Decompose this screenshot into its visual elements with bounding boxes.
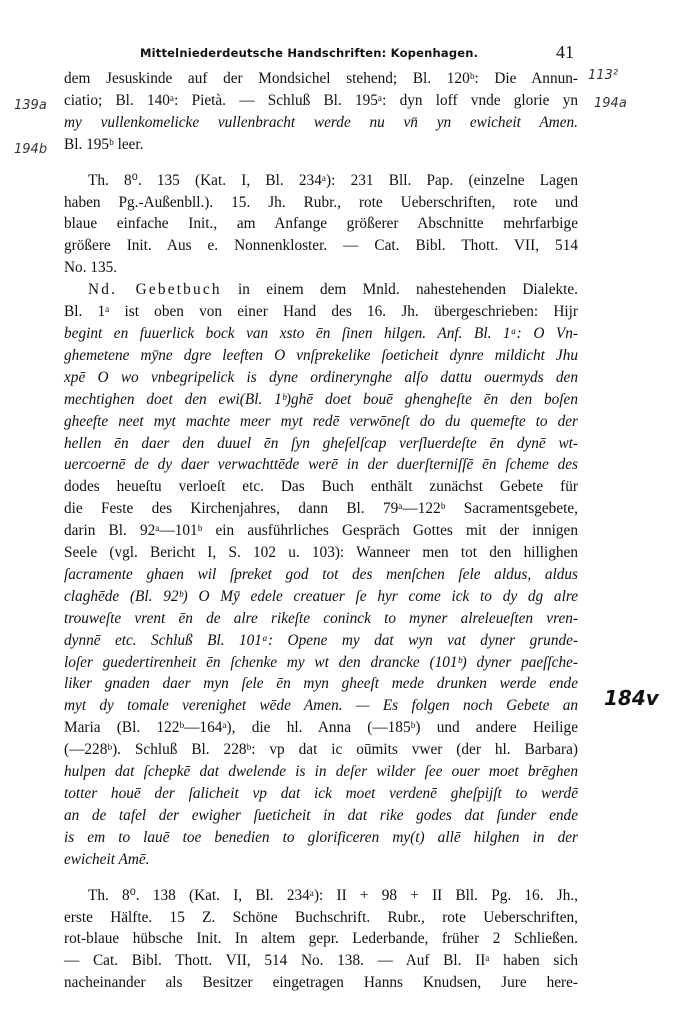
text-line: darin Bl. 92ᵃ—101ᵇ ein ausführliches Gespräch Gottes mit der innigen [64, 522, 578, 540]
text-line: erste Hälfte. 15 Z. Schöne Buchschrift. Rubr., rote Ueberschriften, [64, 908, 578, 926]
margin-note-left-2: 194b [14, 142, 48, 157]
paragraph-4 [64, 885, 578, 995]
text-line: haben Pg.-Außenbll.). 15. Jh. Rubr., rote Ueberschriften, rote und [64, 193, 578, 211]
text-line: myt dy tomale verenighet wēde Amen. — Es folgen noch Gebete an [64, 697, 578, 715]
text-line: größere Init. Aus e. Nonnenkloster. — Cat. Bibl. Thott. VII, 514 [64, 237, 578, 255]
text-line: — Cat. Bibl. Thott. VII, 514 No. 138. — Auf Bl. IIᵃ haben sich [64, 952, 578, 970]
text-line: trouweſte vrent ēn de alre rikeſte coninck to myner alreleueſten vren- [64, 609, 578, 627]
text-line: dynnē etc. Schluß Bl. 101ᵃ: Opene my dat wyn vat dyner grunde- [64, 631, 578, 649]
text-line: (—228ᵇ). Schluß Bl. 228ᵇ: vp dat ic oūmits vwer (der hl. Barbara) [64, 741, 578, 759]
text-line: Th. 8⁰. 135 (Kat. I, Bl. 234ᵃ): 231 Bll. Pap. (einzelne Lagen [88, 171, 578, 189]
text-line: totter houē der ſalicheit vp dat ick moet verdenē gheſpijſt to werdē [64, 785, 578, 802]
text-line: Bl. 1ᵃ ist oben von einer Hand des 16. Jh. übergeschrieben: Hijr [64, 303, 578, 321]
paragraph-3 [64, 279, 578, 870]
body-text [64, 68, 578, 994]
text-line: hulpen dat ſchepkē dat dwelende is in deſer wilder ſee ouer moet brēghen [64, 763, 578, 781]
text-line: Bl. 195ᵇ leer. [64, 135, 144, 153]
paragraph-2 [64, 170, 578, 280]
text-line: ciatio; Bl. 140ᵃ: Pietà. — Schluß Bl. 195ᵃ: dyn loff vnde glorie yn [64, 91, 578, 109]
running-head: Mittelniederdeutsche Handschriften: Kopenhagen. [140, 46, 479, 60]
page-number: 41 [556, 42, 574, 62]
text-line: uercoernē de dy daer verwachttēde werē in der duerſterniſſē ēn ſcheme des [64, 456, 578, 474]
text-line: liker gnaden daer myn ſele ēn myn gheeſt mede drunken werde ende [64, 675, 578, 693]
text-line: No. 135. [64, 259, 118, 277]
text-line: hellen ēn daer den duuel ēn ſyn gheſelſcap verſluerdeſte ēn dynē wt- [64, 434, 578, 452]
text-line: begint en fuuerlick bock van xsto ēn ſinen hilgen. Anf. Bl. 1ᵃ: O Vn- [64, 324, 578, 342]
text-line: Th. 8⁰. 138 (Kat. I, Bl. 234ᵃ): II + 98 + II Bll. Pg. 16. Jh., [88, 886, 578, 904]
text-fragment: in einem dem Mnld. nahestehenden Dialekte. [221, 281, 578, 299]
margin-note-left-1: 139a [14, 98, 47, 113]
paragraph-1 [64, 68, 578, 156]
text-line: dem Jesuskinde auf der Mondsichel stehend; Bl. 120ᵇ: Die Annun- [64, 70, 578, 87]
margin-note-right-big: 184v [604, 686, 659, 710]
text-line: dodes heueſtu verloeſt etc. Das Buch enthält zunächst Gebete für [64, 478, 578, 496]
text-line: is em to lauē toe benedien to glorificeren my(t) allē hilghen in der [64, 828, 578, 846]
text-line: rot-blaue hübsche Init. In altem gepr. Lederbande, früher 2 Schließen. [64, 930, 578, 948]
text-line: xpē O wo vnbegripelick is dyne ordinerynghe alſo dattu ouermyds den [64, 368, 578, 386]
section-heading: Nd. Gebetbuch [88, 281, 222, 299]
text-line: mechtighen doet den ewi(Bl. 1ᵇ)ghē doet bouē ghengheſte ēn den boſen [64, 390, 578, 408]
text-line [64, 279, 578, 301]
text-line: loſer guedertirenheit ēn ſchenke my wt den drancke (101ᵇ) dyner paeſſche- [64, 653, 578, 671]
text-line: gheefte neet myt machte meer myt redē verwōneſt do du quemefte to der [64, 412, 578, 430]
text-line: claghēde (Bl. 92ᵇ) O Mȳ edele creatuer ſe hyr come ick to dy dg alre [64, 587, 578, 605]
text-line: ſacramente ghaen wil ſpreket god tot des menſchen ſele aldus, aldus [64, 565, 578, 583]
text-line: die Feste des Kirchenjahres, dann Bl. 79ᵃ—122ᵇ Sacramentsgebete, [64, 500, 578, 518]
margin-note-right-mid: 194a [594, 96, 627, 111]
text-line: ewicheit Amē. [64, 850, 150, 868]
text-line: nacheinander als Besitzer eingetragen Hanns Knudsen, Jure here- [64, 974, 578, 992]
text-line: Seele (vgl. Bericht I, S. 102 u. 103): Wanneer men tot den hillighen [64, 544, 578, 562]
text-line: an de tafel der ewigher ſueticheit in dat rike godes dat ſunder ende [64, 806, 578, 824]
text-line: blaue einfache Init., am Anfange größerer Abschnitte mehrfarbige [64, 215, 578, 233]
text-line: my vullenkomelicke vullenbracht werde nu vn̄ yn ewicheit Amen. [64, 113, 578, 131]
text-line: ghemetene mȳne dgre leeften O vnſprekelike ſoeticheit dynre mildicht Jhu [64, 346, 578, 364]
text-line: Maria (Bl. 122ᵇ—164ᵃ), die hl. Anna (—185ᵇ) und andere Heilige [64, 719, 578, 737]
margin-note-right-top: 113² [588, 68, 619, 83]
